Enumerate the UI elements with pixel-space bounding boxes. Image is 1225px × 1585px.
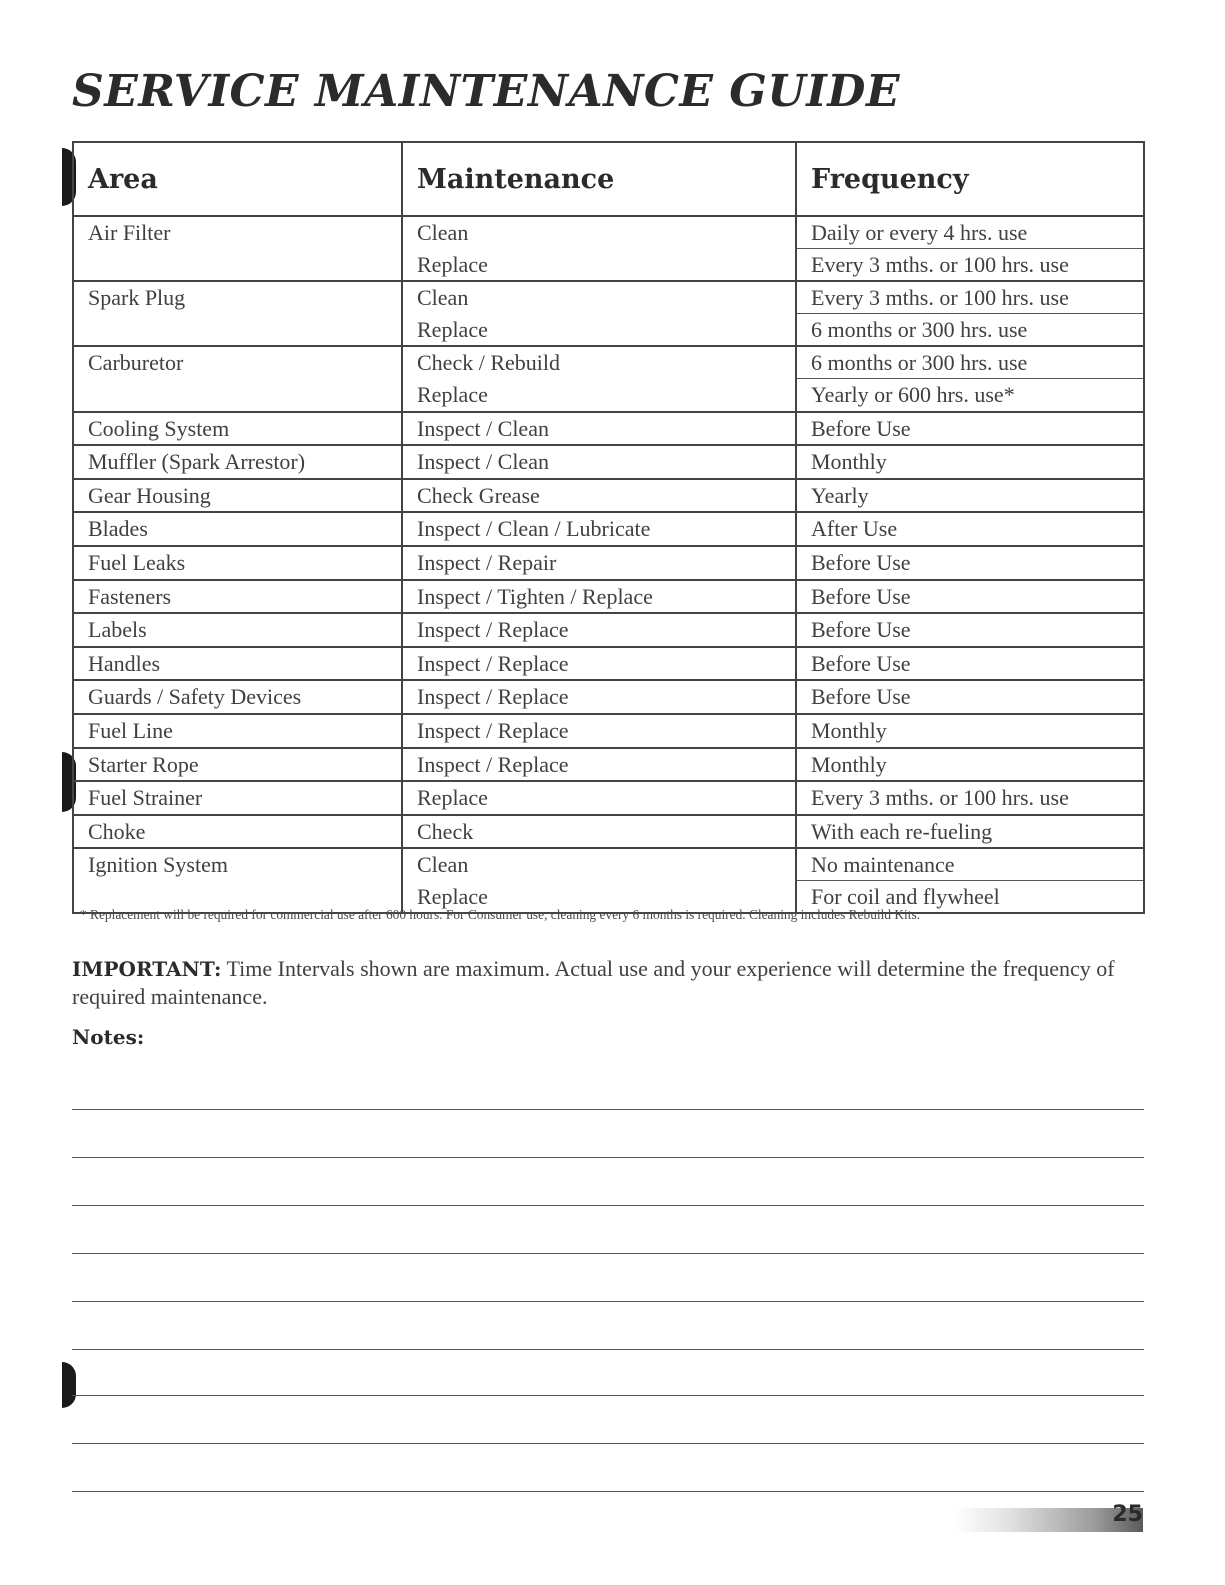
frequency-text: Before Use bbox=[811, 650, 911, 676]
frequency-text: With each re-fueling bbox=[811, 818, 993, 844]
cell-area bbox=[73, 445, 402, 479]
frequency-text: Every 3 mths. or 100 hrs. use bbox=[797, 282, 1143, 314]
frequency-text: Before Use bbox=[811, 684, 911, 710]
area-text: Blades bbox=[88, 516, 148, 542]
cell-area bbox=[73, 512, 402, 546]
maintenance-text: Replace bbox=[417, 251, 488, 277]
frequency-text: Before Use bbox=[811, 583, 911, 609]
frequency-text: For coil and flywheel bbox=[811, 883, 1000, 909]
note-line bbox=[72, 1157, 1144, 1158]
note-line bbox=[72, 1395, 1144, 1396]
cell-area bbox=[73, 546, 402, 580]
maintenance-text: Check / Rebuild bbox=[417, 350, 560, 376]
table-row bbox=[73, 748, 1144, 782]
frequency-text: Monthly bbox=[811, 751, 887, 777]
cell-frequency bbox=[796, 546, 1144, 580]
cell-frequency bbox=[796, 748, 1144, 782]
cell-maintenance bbox=[402, 848, 796, 913]
table-row bbox=[73, 346, 1144, 411]
table-header-row bbox=[73, 142, 1144, 216]
cell-area bbox=[73, 714, 402, 748]
frequency-text: 6 months or 300 hrs. use bbox=[811, 316, 1028, 342]
notes-label: Notes: bbox=[72, 1025, 145, 1049]
table-row bbox=[73, 412, 1144, 446]
cell-frequency bbox=[796, 512, 1144, 546]
cell-maintenance bbox=[402, 781, 796, 815]
important-label: IMPORTANT: bbox=[72, 957, 222, 981]
cell-area bbox=[73, 412, 402, 446]
table-row bbox=[73, 479, 1144, 513]
cell-area bbox=[73, 815, 402, 849]
cell-maintenance bbox=[402, 580, 796, 614]
table-row bbox=[73, 281, 1144, 346]
cell-maintenance bbox=[402, 546, 796, 580]
area-text: Ignition System bbox=[88, 852, 228, 878]
frequency-text: Monthly bbox=[811, 717, 887, 743]
note-line bbox=[72, 1109, 1144, 1110]
cell-frequency bbox=[796, 479, 1144, 513]
area-text: Fuel Leaks bbox=[88, 549, 186, 575]
maintenance-text: Inspect / Tighten / Replace bbox=[417, 583, 653, 609]
cell-frequency bbox=[796, 613, 1144, 647]
area-text: Guards / Safety Devices bbox=[88, 684, 302, 710]
area-text: Labels bbox=[88, 617, 147, 643]
cell-maintenance bbox=[402, 680, 796, 714]
table-row bbox=[73, 680, 1144, 714]
area-text: Spark Plug bbox=[88, 285, 186, 311]
area-text: Cooling System bbox=[88, 415, 230, 441]
frequency-text: After Use bbox=[811, 516, 898, 542]
cell-maintenance bbox=[402, 479, 796, 513]
cell-maintenance bbox=[402, 216, 796, 281]
cell-maintenance bbox=[402, 445, 796, 479]
frequency-text: Before Use bbox=[811, 415, 911, 441]
area-text: Carburetor bbox=[88, 350, 184, 376]
cell-maintenance bbox=[402, 748, 796, 782]
table-row bbox=[73, 546, 1144, 580]
table-row bbox=[73, 580, 1144, 614]
maintenance-text: Replace bbox=[417, 883, 488, 909]
important-text: Time Intervals shown are maximum. Actual use and your experience will determine the frequency of required maintenance. bbox=[72, 956, 1115, 1009]
frequency-text: Daily or every 4 hrs. use bbox=[797, 217, 1143, 249]
area-text: Fuel Strainer bbox=[88, 785, 203, 811]
note-line bbox=[72, 1205, 1144, 1206]
cell-frequency bbox=[796, 346, 1144, 411]
cell-area bbox=[73, 647, 402, 681]
area-text: Muffler (Spark Arrestor) bbox=[88, 449, 306, 475]
frequency-text: Before Use bbox=[811, 617, 911, 643]
frequency-text: Monthly bbox=[811, 449, 887, 475]
cell-area bbox=[73, 580, 402, 614]
maintenance-text: Replace bbox=[417, 785, 488, 811]
table-row bbox=[73, 815, 1144, 849]
area-text: Fasteners bbox=[88, 583, 172, 609]
maintenance-text: Inspect / Replace bbox=[417, 751, 569, 777]
table-row bbox=[73, 714, 1144, 748]
maintenance-text: Check bbox=[417, 818, 474, 844]
maintenance-text: Replace bbox=[417, 381, 488, 407]
cell-frequency bbox=[796, 680, 1144, 714]
cell-maintenance bbox=[402, 714, 796, 748]
maintenance-text: Inspect / Replace bbox=[417, 717, 569, 743]
note-line bbox=[72, 1349, 1144, 1350]
frequency-text: Before Use bbox=[811, 549, 911, 575]
cell-area bbox=[73, 848, 402, 913]
frequency-text: Yearly or 600 hrs. use* bbox=[811, 381, 1015, 407]
table-row bbox=[73, 512, 1144, 546]
cell-maintenance bbox=[402, 613, 796, 647]
frequency-text: 6 months or 300 hrs. use bbox=[797, 347, 1143, 379]
maintenance-text: Inspect / Clean / Lubricate bbox=[417, 516, 651, 542]
maintenance-text: Replace bbox=[417, 316, 488, 342]
cell-frequency bbox=[796, 216, 1144, 281]
cell-maintenance bbox=[402, 512, 796, 546]
page-title: SERVICE MAINTENANCE GUIDE bbox=[72, 66, 901, 117]
maintenance-text: Clean bbox=[417, 220, 469, 245]
cell-frequency bbox=[796, 281, 1144, 346]
area-text: Handles bbox=[88, 650, 161, 676]
cell-area bbox=[73, 680, 402, 714]
cell-frequency bbox=[796, 714, 1144, 748]
maintenance-table bbox=[72, 141, 1145, 914]
table-row bbox=[73, 647, 1144, 681]
important-note bbox=[72, 955, 1147, 1011]
table-row bbox=[73, 445, 1144, 479]
maintenance-text: Inspect / Clean bbox=[417, 415, 549, 441]
maintenance-text: Inspect / Replace bbox=[417, 684, 569, 710]
header-area: Area bbox=[73, 142, 402, 216]
maintenance-table-container bbox=[72, 141, 1143, 914]
cell-area bbox=[73, 781, 402, 815]
maintenance-text: Clean bbox=[417, 852, 469, 878]
frequency-text: Every 3 mths. or 100 hrs. use bbox=[811, 251, 1069, 277]
cell-maintenance bbox=[402, 412, 796, 446]
cell-area bbox=[73, 216, 402, 281]
cell-frequency bbox=[796, 412, 1144, 446]
tab-marker-bottom bbox=[62, 1362, 76, 1408]
cell-frequency bbox=[796, 580, 1144, 614]
area-text: Air Filter bbox=[88, 220, 171, 245]
cell-maintenance bbox=[402, 815, 796, 849]
header-maintenance: Maintenance bbox=[402, 142, 796, 216]
frequency-text: Yearly bbox=[811, 482, 869, 508]
maintenance-text: Clean bbox=[417, 285, 469, 311]
footnote: * Replacement will be required for commercial use after 600 hours. For Consumer use, cleaning every 6 months is required. Cleaning includes Rebuild Kits. bbox=[80, 907, 921, 922]
cell-frequency bbox=[796, 815, 1144, 849]
cell-frequency bbox=[796, 647, 1144, 681]
page-number-badge bbox=[955, 1502, 1143, 1532]
table-row bbox=[73, 613, 1144, 647]
area-text: Gear Housing bbox=[88, 482, 211, 508]
frequency-text: Every 3 mths. or 100 hrs. use bbox=[811, 785, 1069, 811]
cell-area bbox=[73, 748, 402, 782]
area-text: Starter Rope bbox=[88, 751, 199, 777]
cell-area bbox=[73, 281, 402, 346]
maintenance-text: Inspect / Replace bbox=[417, 617, 569, 643]
area-text: Choke bbox=[88, 818, 146, 844]
cell-frequency bbox=[796, 848, 1144, 913]
frequency-text: No maintenance bbox=[797, 849, 1143, 881]
note-line bbox=[72, 1253, 1144, 1254]
maintenance-text: Inspect / Repair bbox=[417, 549, 557, 575]
cell-maintenance bbox=[402, 346, 796, 411]
note-line bbox=[72, 1301, 1144, 1302]
page-number: 25 bbox=[1112, 1502, 1143, 1527]
cell-maintenance bbox=[402, 647, 796, 681]
cell-frequency bbox=[796, 445, 1144, 479]
header-frequency: Frequency bbox=[796, 142, 1144, 216]
note-line bbox=[72, 1443, 1144, 1444]
area-text: Fuel Line bbox=[88, 717, 173, 743]
cell-frequency bbox=[796, 781, 1144, 815]
cell-area bbox=[73, 613, 402, 647]
table-body bbox=[73, 216, 1144, 913]
note-line bbox=[72, 1491, 1144, 1492]
table-row bbox=[73, 216, 1144, 281]
cell-area bbox=[73, 479, 402, 513]
table-row bbox=[73, 848, 1144, 913]
maintenance-text: Inspect / Clean bbox=[417, 449, 549, 475]
maintenance-text: Check Grease bbox=[417, 482, 540, 508]
cell-area bbox=[73, 346, 402, 411]
table-row bbox=[73, 781, 1144, 815]
cell-maintenance bbox=[402, 281, 796, 346]
maintenance-text: Inspect / Replace bbox=[417, 650, 569, 676]
